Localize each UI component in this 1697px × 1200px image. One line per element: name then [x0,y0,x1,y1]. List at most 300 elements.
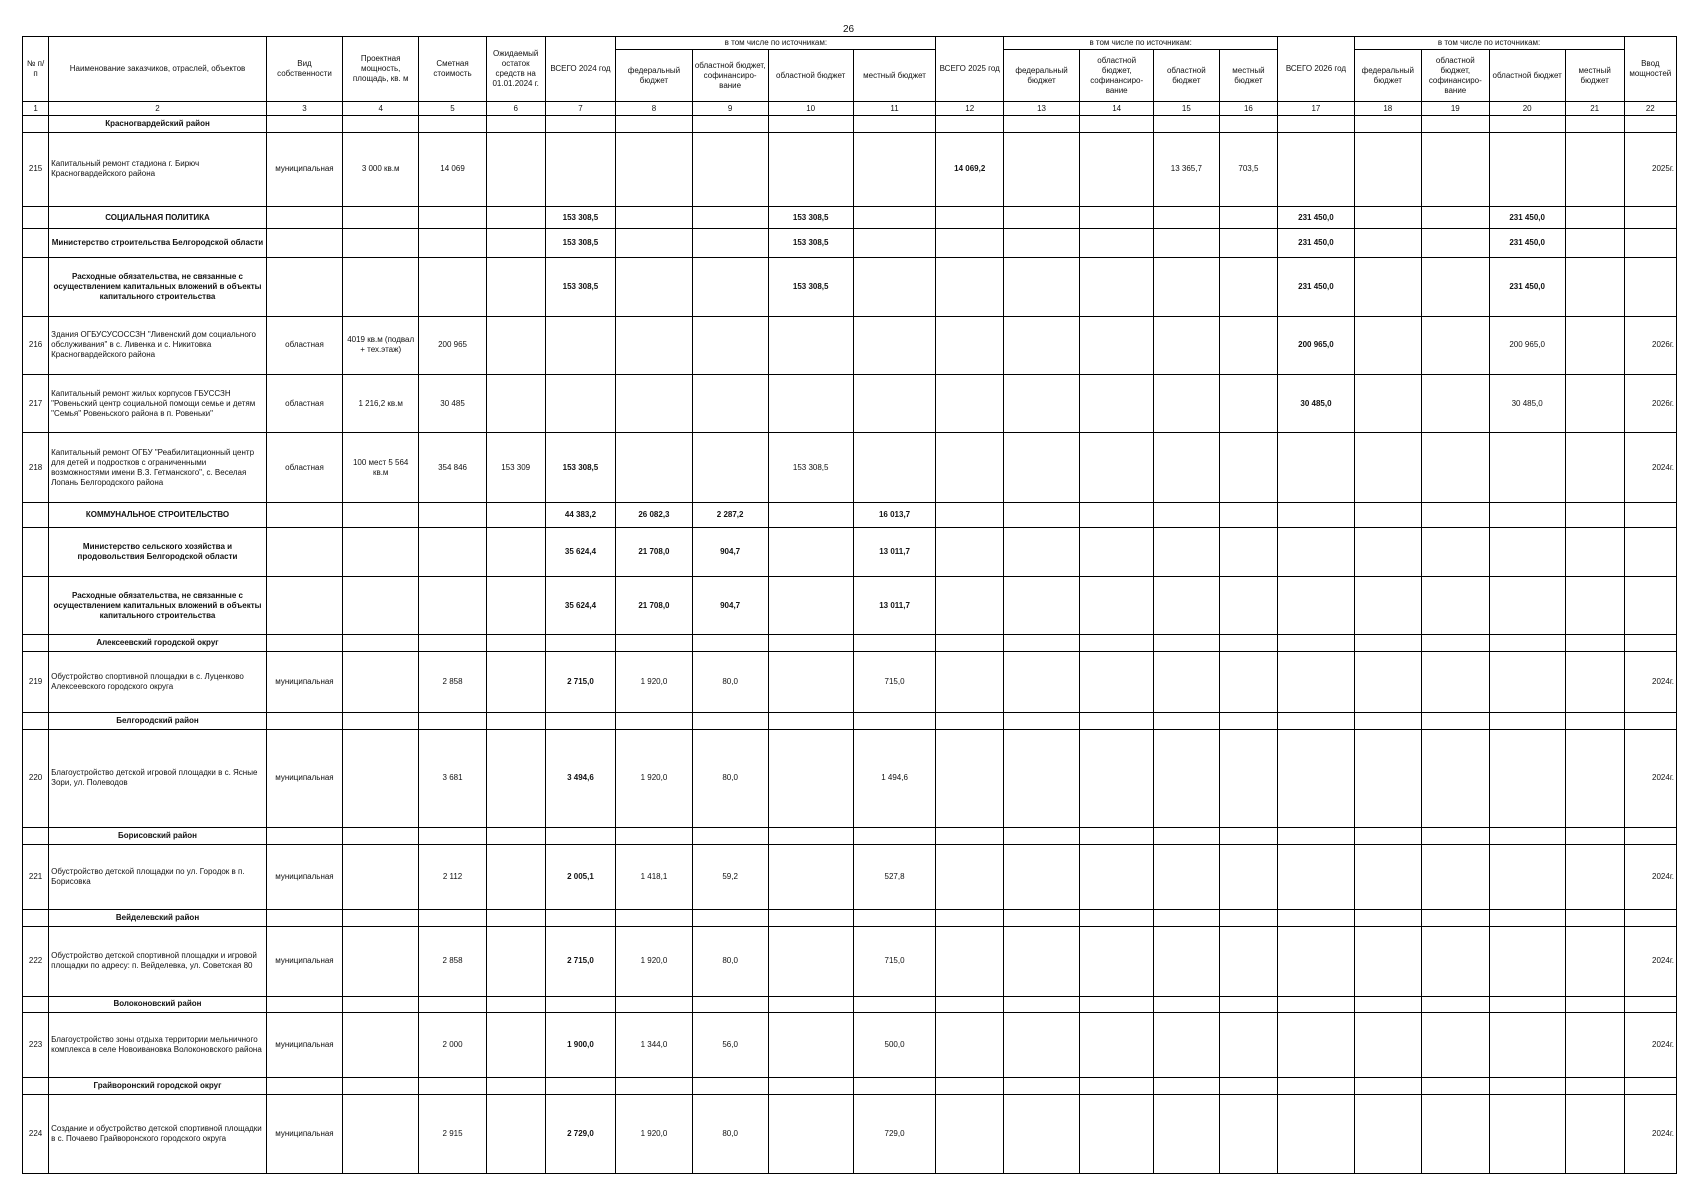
cell-commissioning: 2024г. [1624,927,1676,997]
column-number: 2 [49,102,267,116]
cell-federal-2025 [1003,1078,1079,1095]
cell-commissioning: 2026г. [1624,316,1676,374]
cell-federal-2026 [1354,845,1422,910]
cell-total-2024 [545,116,616,133]
cell-local-2026 [1565,433,1624,503]
cell-local-2024: 13 011,7 [853,577,936,635]
cell-federal-2024: 26 082,3 [616,503,692,528]
cell-federal-2025 [1003,527,1079,576]
cell-balance [486,996,545,1013]
cell-federal-2024: 1 920,0 [616,927,692,997]
district-row [23,1078,1677,1095]
district-row [23,712,1677,729]
cell-local-2024 [853,316,936,374]
cell-cofin-2025 [1080,316,1154,374]
cell-local-2026 [1565,375,1624,433]
cell-cofin-2025 [1080,635,1154,652]
cell-capacity [343,116,419,133]
cell-cofin-2026 [1422,712,1490,729]
cell-local-2024 [853,132,936,206]
cell-balance [486,712,545,729]
cell-total-2024 [545,635,616,652]
cell-total-2025 [936,116,1004,133]
cell-regional-2026 [1489,433,1565,503]
row-number [23,229,49,258]
cell-cofin-2025 [1080,1095,1154,1174]
cell-cofin-2024 [692,116,768,133]
table-row [23,845,1677,910]
row-number: 221 [23,845,49,910]
cell-commissioning: 2024г. [1624,1013,1676,1078]
column-number: 10 [768,102,853,116]
column-number: 9 [692,102,768,116]
cell-local-2024: 500,0 [853,1013,936,1078]
cell-owner [266,828,342,845]
cell-federal-2024 [616,258,692,316]
table-row [23,927,1677,997]
cell-cofin-2024: 80,0 [692,1095,768,1174]
cell-federal-2025 [1003,1095,1079,1174]
cell-total-2026 [1278,116,1354,133]
cell-cost [419,910,487,927]
cell-regional-2026 [1489,132,1565,206]
cell-regional-2024 [768,729,853,828]
cell-cofin-2024 [692,229,768,258]
district-row [23,996,1677,1013]
cell-local-2024 [853,375,936,433]
cell-total-2024: 153 308,5 [545,229,616,258]
table-row [23,652,1677,713]
row-number [23,503,49,528]
header-commissioning: Ввод мощностей [1624,37,1676,102]
cell-cofin-2024 [692,206,768,228]
cell-cofin-2026 [1422,229,1490,258]
cell-cost [419,996,487,1013]
cell-cost: 14 069 [419,132,487,206]
cell-local-2025 [1219,652,1278,713]
cell-local-2026 [1565,910,1624,927]
cell-local-2024 [853,635,936,652]
cell-commissioning [1624,258,1676,316]
cell-federal-2024 [616,433,692,503]
cell-regional-2026 [1489,910,1565,927]
cell-cofin-2025 [1080,652,1154,713]
cell-local-2024 [853,206,936,228]
cell-commissioning [1624,206,1676,228]
cell-total-2024 [545,375,616,433]
cell-cofin-2026 [1422,1078,1490,1095]
header-sources-2024: в том числе по источникам: [616,37,936,50]
cell-regional-2025 [1154,927,1219,997]
district-row [23,116,1677,133]
row-number [23,258,49,316]
cell-federal-2026 [1354,229,1422,258]
cell-cost: 2 915 [419,1095,487,1174]
cell-commissioning [1624,996,1676,1013]
cell-cofin-2025 [1080,729,1154,828]
cell-cost: 354 846 [419,433,487,503]
cell-federal-2025 [1003,375,1079,433]
cell-federal-2025 [1003,927,1079,997]
cell-total-2026: 231 450,0 [1278,229,1354,258]
cell-regional-2024 [768,845,853,910]
cell-capacity [343,1095,419,1174]
column-number: 20 [1489,102,1565,116]
cell-total-2025: 14 069,2 [936,132,1004,206]
cell-owner: муниципальная [266,1013,342,1078]
cell-owner: муниципальная [266,1095,342,1174]
cell-local-2025 [1219,433,1278,503]
cell-owner [266,503,342,528]
cell-regional-2025 [1154,503,1219,528]
cell-federal-2026 [1354,116,1422,133]
row-number [23,206,49,228]
cell-total-2025 [936,1078,1004,1095]
cell-total-2025 [936,996,1004,1013]
cell-balance [486,845,545,910]
cell-total-2025 [936,712,1004,729]
cell-total-2025 [936,316,1004,374]
cell-total-2024 [545,910,616,927]
cell-cofin-2026 [1422,927,1490,997]
cell-regional-2024 [768,1078,853,1095]
cell-regional-2024 [768,652,853,713]
cell-total-2024 [545,132,616,206]
cell-regional-2024 [768,316,853,374]
cell-total-2026 [1278,503,1354,528]
group-row [23,527,1677,576]
cell-owner: областная [266,375,342,433]
cell-regional-2026 [1489,996,1565,1013]
row-name: Благоустройство зоны отдыха территории мельничного комплекса в селе Новоивановка Волоконовского района [49,1013,267,1078]
header-name: Наименование заказчиков, отраслей, объектов [49,37,267,102]
cell-cofin-2024 [692,1078,768,1095]
row-name: Капитальный ремонт ОГБУ "Реабилитационный центр для детей и подростков с ограниченными возможностями имени В.З. Гетманского", с. Веселая Лопань Белгородского района [49,433,267,503]
cell-cofin-2025 [1080,206,1154,228]
cell-total-2026 [1278,635,1354,652]
column-number: 15 [1154,102,1219,116]
cell-federal-2024 [616,132,692,206]
cell-federal-2026 [1354,652,1422,713]
cell-federal-2026 [1354,729,1422,828]
cell-owner: муниципальная [266,927,342,997]
cell-federal-2026 [1354,503,1422,528]
cell-federal-2025 [1003,316,1079,374]
cell-regional-2024 [768,132,853,206]
cell-federal-2025 [1003,1013,1079,1078]
cell-total-2024: 2 715,0 [545,927,616,997]
cell-cofin-2024 [692,258,768,316]
cell-local-2026 [1565,527,1624,576]
header-cost: Сметная стоимость [419,37,487,102]
row-number [23,635,49,652]
cell-total-2026: 30 485,0 [1278,375,1354,433]
cell-local-2024 [853,828,936,845]
row-name: Капитальный ремонт жилых корпусов ГБУССЗН "Ровеньский центр социальной помощи семье и детям "Семья" Ровеньского района в п. Ровеньки" [49,375,267,433]
cell-total-2026 [1278,132,1354,206]
cell-cofin-2024: 904,7 [692,577,768,635]
cell-total-2024: 44 383,2 [545,503,616,528]
row-number [23,116,49,133]
cell-federal-2025 [1003,116,1079,133]
header-regional-2024: областной бюджет [768,50,853,102]
header-total-2025: ВСЕГО 2025 год [936,37,1004,102]
cell-total-2026 [1278,996,1354,1013]
cell-cofin-2026 [1422,116,1490,133]
cell-regional-2026 [1489,1095,1565,1174]
cell-local-2025: 703,5 [1219,132,1278,206]
cell-total-2024: 2 005,1 [545,845,616,910]
cell-balance [486,828,545,845]
cell-balance [486,527,545,576]
cell-commissioning [1624,503,1676,528]
row-name: Обустройство детской площадки по ул. Городок в п. Борисовка [49,845,267,910]
cell-regional-2025 [1154,996,1219,1013]
column-number: 19 [1422,102,1490,116]
header-local-2025: местный бюджет [1219,50,1278,102]
cell-local-2026 [1565,316,1624,374]
row-name: Волоконовский район [49,996,267,1013]
cell-federal-2026 [1354,433,1422,503]
cell-federal-2024: 1 920,0 [616,1095,692,1174]
cell-total-2025 [936,503,1004,528]
cell-capacity: 1 216,2 кв.м [343,375,419,433]
cell-total-2025 [936,433,1004,503]
row-number [23,527,49,576]
cell-cofin-2024: 904,7 [692,527,768,576]
cell-cofin-2024 [692,910,768,927]
cell-cofin-2026 [1422,635,1490,652]
column-number: 5 [419,102,487,116]
cell-local-2024: 527,8 [853,845,936,910]
cell-total-2026 [1278,828,1354,845]
cell-local-2026 [1565,927,1624,997]
cell-total-2025 [936,652,1004,713]
cell-balance [486,635,545,652]
cell-cofin-2026 [1422,375,1490,433]
cell-owner [266,229,342,258]
cell-capacity: 3 000 кв.м [343,132,419,206]
cell-federal-2024 [616,316,692,374]
cell-federal-2026 [1354,828,1422,845]
cell-local-2025 [1219,116,1278,133]
cell-federal-2026 [1354,712,1422,729]
cell-federal-2025 [1003,132,1079,206]
cell-commissioning [1624,577,1676,635]
cell-federal-2026 [1354,1095,1422,1174]
cell-regional-2024 [768,712,853,729]
cell-commissioning [1624,712,1676,729]
cell-total-2024 [545,996,616,1013]
row-name: Капитальный ремонт стадиона г. Бирюч Красногвардейского района [49,132,267,206]
row-number: 216 [23,316,49,374]
cell-regional-2025 [1154,206,1219,228]
cell-federal-2026 [1354,1013,1422,1078]
row-name: Министерство строительства Белгородской области [49,229,267,258]
cell-capacity [343,1013,419,1078]
cell-cost: 2 000 [419,1013,487,1078]
cell-regional-2024 [768,927,853,997]
cell-cost: 200 965 [419,316,487,374]
cell-local-2024 [853,996,936,1013]
cell-cofin-2026 [1422,828,1490,845]
row-name: Обустройство спортивной площадки в с. Луценково Алексеевского городского округа [49,652,267,713]
cell-regional-2025 [1154,527,1219,576]
row-number: 217 [23,375,49,433]
cell-cofin-2024 [692,316,768,374]
cell-capacity [343,527,419,576]
cell-federal-2025 [1003,577,1079,635]
cell-capacity [343,503,419,528]
cell-cost [419,206,487,228]
cell-total-2026 [1278,910,1354,927]
cell-capacity [343,828,419,845]
cell-federal-2025 [1003,258,1079,316]
cell-cofin-2025 [1080,996,1154,1013]
cell-local-2026 [1565,1078,1624,1095]
cell-federal-2024 [616,1078,692,1095]
table-row [23,316,1677,374]
cell-total-2025 [936,527,1004,576]
header-sources-2025: в том числе по источникам: [1003,37,1277,50]
header-owner: Вид собственности [266,37,342,102]
cell-local-2024 [853,433,936,503]
cell-owner [266,258,342,316]
cell-balance [486,132,545,206]
cell-local-2026 [1565,712,1624,729]
table-row [23,433,1677,503]
cell-commissioning: 2024г. [1624,433,1676,503]
row-name: КОММУНАЛЬНОЕ СТРОИТЕЛЬСТВО [49,503,267,528]
cell-balance [486,729,545,828]
cell-capacity [343,996,419,1013]
row-name: Здания ОГБУСУСОССЗН "Ливенский дом социального обслуживания" в с. Ливенка и с. Никитовка Красногвардейского района [49,316,267,374]
cell-regional-2026: 231 450,0 [1489,206,1565,228]
cell-cost: 30 485 [419,375,487,433]
cell-total-2025 [936,1013,1004,1078]
cell-cofin-2024 [692,433,768,503]
cell-regional-2025 [1154,229,1219,258]
investment-table [22,36,1677,1174]
row-number [23,910,49,927]
row-number [23,996,49,1013]
row-name: Алексеевский городской округ [49,635,267,652]
cell-federal-2026 [1354,996,1422,1013]
cell-commissioning: 2024г. [1624,1095,1676,1174]
cell-local-2025 [1219,1078,1278,1095]
cell-regional-2024 [768,1095,853,1174]
cell-cofin-2024: 80,0 [692,652,768,713]
cell-local-2024: 729,0 [853,1095,936,1174]
cell-regional-2025 [1154,1095,1219,1174]
cell-federal-2025 [1003,433,1079,503]
row-number: 224 [23,1095,49,1174]
cell-local-2026 [1565,996,1624,1013]
cell-cost [419,229,487,258]
cell-cofin-2024 [692,996,768,1013]
cell-balance [486,1078,545,1095]
cell-capacity: 4019 кв.м (подвал + тех.этаж) [343,316,419,374]
cell-balance [486,652,545,713]
cell-cost: 3 681 [419,729,487,828]
cell-cost [419,635,487,652]
cell-regional-2025 [1154,845,1219,910]
cell-total-2025 [936,206,1004,228]
cell-capacity [343,729,419,828]
cell-federal-2024 [616,375,692,433]
cell-local-2026 [1565,1013,1624,1078]
cell-owner [266,712,342,729]
cell-cofin-2025 [1080,845,1154,910]
header-balance: Ожидаемый остаток средств на 01.01.2024 г. [486,37,545,102]
cell-cofin-2026 [1422,258,1490,316]
cell-local-2025 [1219,1013,1278,1078]
cell-owner [266,206,342,228]
cell-local-2025 [1219,229,1278,258]
cell-cofin-2026 [1422,316,1490,374]
cell-regional-2024 [768,577,853,635]
cell-total-2024: 35 624,4 [545,527,616,576]
cell-regional-2025 [1154,1078,1219,1095]
cell-regional-2026: 200 965,0 [1489,316,1565,374]
cell-cofin-2025 [1080,910,1154,927]
row-name: Создание и обустройство детской спортивной площадки в с. Почаево Грайворонского городского округа [49,1095,267,1174]
cell-cofin-2025 [1080,828,1154,845]
cell-owner: муниципальная [266,845,342,910]
header-sources-2026: в том числе по источникам: [1354,37,1624,50]
cell-balance [486,116,545,133]
cell-total-2026 [1278,845,1354,910]
cell-regional-2025 [1154,828,1219,845]
cell-cofin-2024 [692,828,768,845]
group-row [23,229,1677,258]
table-body [23,116,1677,1174]
cell-total-2024: 153 308,5 [545,433,616,503]
cell-total-2025 [936,635,1004,652]
cell-owner [266,577,342,635]
row-number [23,1078,49,1095]
cell-cost: 2 858 [419,652,487,713]
cell-total-2024: 153 308,5 [545,258,616,316]
column-number: 12 [936,102,1004,116]
group-row [23,258,1677,316]
cell-cost [419,828,487,845]
cell-commissioning: 2025г. [1624,132,1676,206]
cell-local-2026 [1565,577,1624,635]
cell-federal-2025 [1003,729,1079,828]
cell-total-2025 [936,828,1004,845]
cell-cofin-2024: 2 287,2 [692,503,768,528]
cell-cost [419,258,487,316]
header-row-sources [23,37,1677,50]
cell-local-2026 [1565,845,1624,910]
cell-cofin-2025 [1080,433,1154,503]
cell-federal-2024 [616,116,692,133]
page-number: 26 [842,24,855,35]
cell-regional-2026 [1489,503,1565,528]
table-row [23,132,1677,206]
row-number: 223 [23,1013,49,1078]
district-row [23,828,1677,845]
cell-owner: муниципальная [266,652,342,713]
cell-cofin-2026 [1422,206,1490,228]
cell-commissioning: 2026г. [1624,375,1676,433]
header-local-2024: местный бюджет [853,50,936,102]
cell-total-2026: 231 450,0 [1278,258,1354,316]
cell-local-2026 [1565,132,1624,206]
cell-local-2025 [1219,503,1278,528]
cell-regional-2026 [1489,527,1565,576]
